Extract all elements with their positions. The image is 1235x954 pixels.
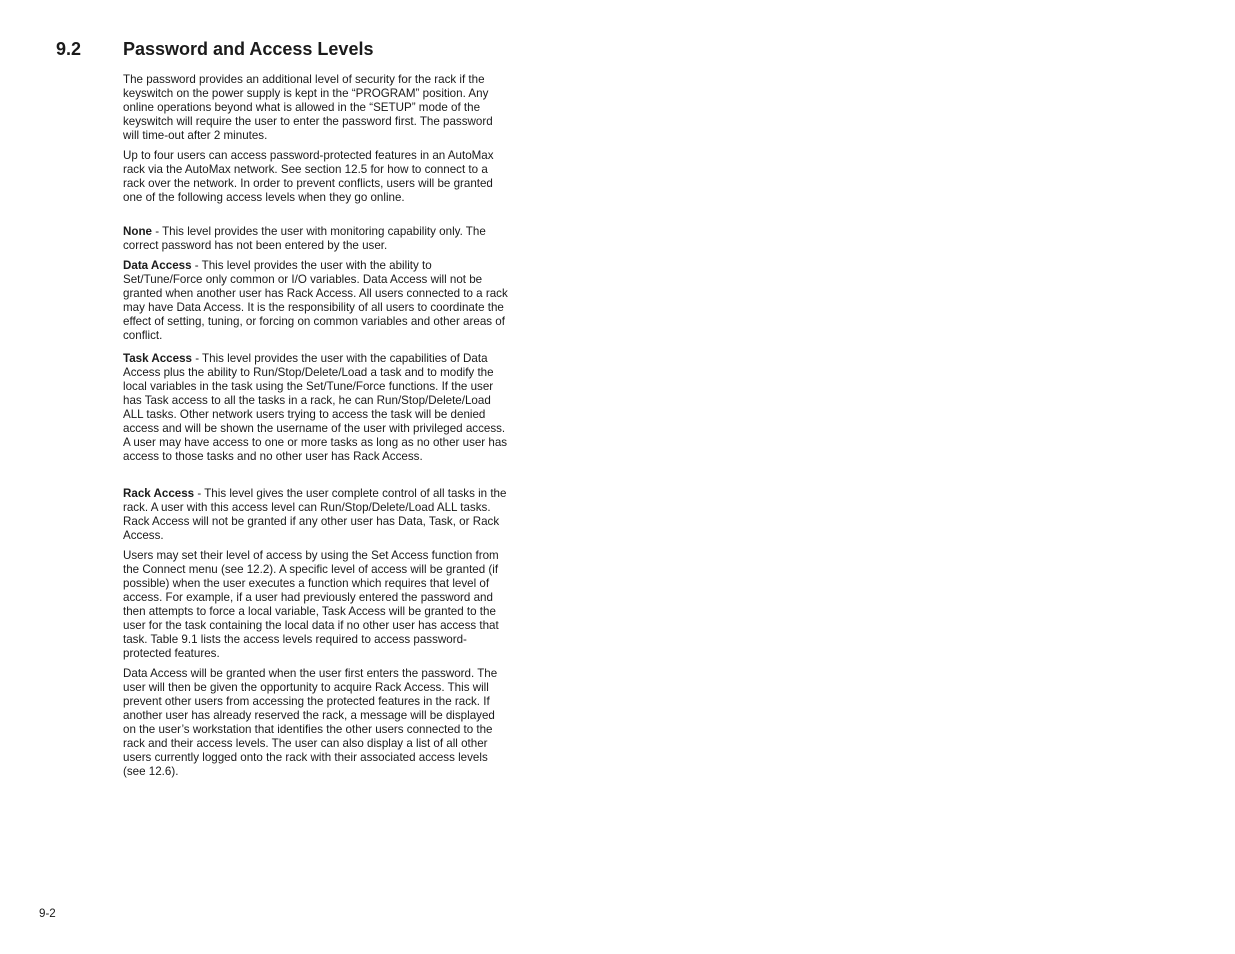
term-none: None [123,225,152,238]
paragraph-rack-access [123,487,508,543]
paragraph-data-access [123,259,508,343]
page-number: 9-2 [39,907,56,920]
paragraph-text: - This level provides the user with the capabilities of Data Access plus the ability to Run/Stop/Delete/Load a task and to modify the local variables in the task using the Set/Tune/Force functions. If the user has Task access to all the tasks in a rack, he can Run/Stop/Delete/Load ALL tasks. Other network users trying to access the task will be denied access and will be shown the username of the user with privileged access. A user may have access to one or more tasks as long as no other user has access to those tasks and no other user has Rack Access. [123,352,508,463]
paragraph-text: Up to four users can access password-protected features in an AutoMax rack via the AutoMax network. See section 12.5 for how to connect to a rack over the network. In order to prevent conflicts, users will be granted one of the following access levels when they go online. [123,149,494,204]
paragraph-intro [123,73,508,143]
term-task-access: Task Access [123,352,192,365]
paragraph-users [123,149,508,205]
paragraph-text: - This level gives the user complete control of all tasks in the rack. A user with this access level can Run/Stop/Delete/Load ALL tasks. Rack Access will not be granted if any other user has Data, Task, or Rack Access. [123,487,507,542]
term-data-access: Data Access [123,259,192,272]
paragraph-data-access-granted [123,667,508,779]
paragraph-text: Data Access will be granted when the user first enters the password. The user will then be given the opportunity to acquire Rack Access. This will prevent other users from accessing the protected features in the rack. If another user has already reserved the rack, a message will be displayed on the user’s workstation that identifies the other users connected to the rack and their access levels. The user can also display a list of all other users currently logged onto the rack with their associated access levels (see 12.6). [123,667,498,778]
paragraph-text: - This level provides the user with monitoring capability only. The correct password has not been entered by the user. [123,225,486,252]
paragraph-text: The password provides an additional level of security for the rack if the keyswitch on the power supply is kept in the “PROGRAM” position. Any online operations beyond what is allowed in the “SETUP” mode of the keyswitch will require the user to enter the password first. The password will time-out after 2 minutes. [123,73,493,142]
paragraph-text: Users may set their level of access by using the Set Access function from the Connect menu (see 12.2). A specific level of access will be granted (if possible) when the user executes a function which requires that level of access. For example, if a user had previously entered the password and then attempts to force a local variable, Task Access will be granted to the user for the task containing the local data if no other user has access that task. Table 9.1 lists the access levels required to access password-protected features. [123,549,499,660]
term-rack-access: Rack Access [123,487,195,500]
paragraph-task-access [123,352,508,464]
paragraph-set-access [123,549,508,661]
section-number: 9.2 [56,39,82,59]
paragraph-text: - This level provides the user with the ability to Set/Tune/Force only common or I/O variables. Data Access will not be granted when another user has Rack Access. All users connected to a rack may have Data Access. It is the responsibility of all users to coordinate the effect of setting, tuning, or forcing on common variables and other areas of conflict. [123,259,508,342]
paragraph-none-level [123,225,508,253]
section-title: Password and Access Levels [123,39,374,59]
